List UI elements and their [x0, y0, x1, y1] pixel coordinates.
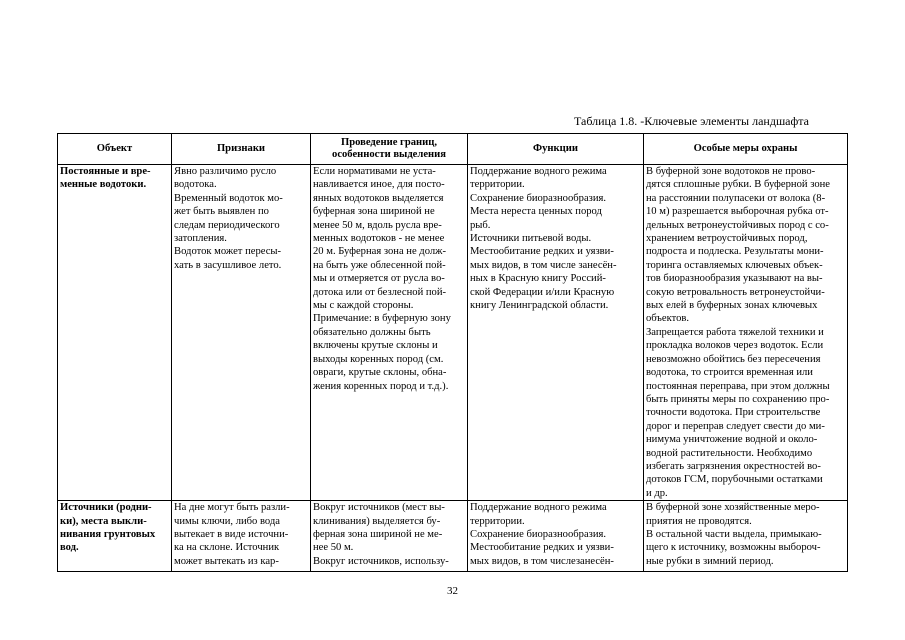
cell-measures — [644, 501, 848, 572]
table-row — [58, 165, 848, 501]
cell-text-line: Водоток может пересы- — [174, 246, 282, 258]
cell-text-line: нивания грунтовых — [60, 528, 156, 540]
cell-object — [58, 165, 172, 501]
cell-text-line: сокую ветровальность ветронеустойчи- — [646, 286, 825, 298]
cell-text-line: Явно различимо русло — [174, 166, 277, 177]
table-header-row — [58, 134, 848, 165]
cell-text-line: жет быть выявлен по — [174, 206, 269, 218]
cell-text-line: дельных ветронеустойчивых пород с со- — [646, 219, 829, 231]
cell-text-line: Постоянные и вре- — [60, 166, 151, 177]
cell-text-line: 20 м. Буферная зона не долж- — [313, 246, 446, 258]
cell-text-line: постоянная переправа, при этом должны — [646, 380, 830, 392]
cell-text-line: мых видов, в том числе занесён- — [470, 259, 617, 271]
cell-text-line: рыб. — [470, 219, 491, 231]
cell-text-line: водотока. — [174, 179, 217, 191]
cell-text-line: ные рубки в зимний период. — [646, 555, 774, 567]
cell-text-line: янных водотоков выделяется — [313, 192, 444, 204]
cell-text-line: точности водотока. При строительстве — [646, 407, 821, 419]
cell-signs — [172, 165, 311, 501]
cell-text-line: невозможно обойтись без пересечения — [646, 353, 821, 365]
landscape-key-elements-table — [57, 133, 848, 572]
cell-text-line: менее 50 м, вдоль русла вре- — [313, 219, 442, 231]
cell-text-line: мых видов, в том числезанесён- — [470, 555, 614, 567]
cell-text-line: В остальной части выдела, примыкаю- — [646, 528, 822, 540]
cell-text-line: дотоков ГСМ, порубочными остатками — [646, 474, 823, 486]
cell-text-line: торинга оставляемых ключевых объек- — [646, 259, 823, 271]
cell-text-line: навливается иное, для посто- — [313, 179, 445, 191]
cell-text-line: жения коренных пород и т.д.). — [313, 380, 449, 392]
cell-text-line: 10 м) разрешается выборочная рубка от- — [646, 206, 829, 218]
cell-text-line: дотока или от безлесной пой- — [313, 286, 447, 298]
cell-text-line: вых елей в буферных зонах ключевых — [646, 300, 818, 312]
table-caption: Таблица 1.8. -Ключевые элементы ландшафта — [573, 114, 809, 128]
cell-text-line: хранением ветроустойчивых пород, — [646, 233, 808, 245]
cell-text-line: Поддержание водного режима — [470, 502, 607, 514]
header-functions: Функции — [468, 134, 644, 165]
cell-text-line: водотока, то строится временная или — [646, 367, 813, 379]
cell-text-line: хать в засушливое лето. — [174, 259, 282, 271]
cell-text-line: Запрещается работа тяжелой техники и — [646, 326, 824, 338]
cell-text-line: вод. — [60, 542, 79, 554]
cell-text-line: водной растительности. Необходимо — [646, 447, 813, 459]
cell-text-line: подроста и подлеска. Результаты мони- — [646, 246, 824, 258]
cell-text-line: включены крутые склоны и — [313, 340, 438, 352]
cell-text-line: избегать загрязнения окрестностей во- — [646, 460, 821, 472]
cell-text-line: на расстоянии полупасеки от волока (8- — [646, 192, 826, 204]
cell-text-line: Местообитание редких и уязви- — [470, 246, 614, 258]
cell-text-line: Вокруг источников, использу- — [313, 555, 449, 567]
cell-boundaries — [311, 501, 468, 572]
cell-text-line: Поддержание водного режима — [470, 166, 607, 177]
cell-text-line: Сохранение биоразнообразия. — [470, 528, 607, 540]
header-object: Объект — [58, 134, 172, 165]
cell-text-line: В буферной зоне хозяйственные меро- — [646, 502, 820, 514]
cell-text-line: быть приняты меры по сохранению про- — [646, 393, 830, 405]
cell-text-line: мы с каждой стороны. — [313, 300, 414, 312]
cell-measures — [644, 165, 848, 501]
cell-text-line: дятся сплошные рубки. В буферной зоне — [646, 179, 830, 191]
cell-text-line: территории. — [470, 179, 525, 191]
cell-text-line: вытекает в виде источни- — [174, 528, 289, 540]
cell-text-line: дорог и переправ следует свести до ми- — [646, 420, 825, 432]
cell-text-line: На дне могут быть разли- — [174, 502, 290, 514]
cell-text-line: на быть уже облесенной пой- — [313, 259, 446, 271]
cell-text-line: Примечание: в буферную зону — [313, 313, 451, 325]
cell-text-line: Временный водоток мо- — [174, 192, 283, 204]
cell-text-line: и др. — [646, 487, 668, 499]
cell-text-line: Местообитание редких и уязви- — [470, 542, 614, 554]
cell-text-line: территории. — [470, 515, 525, 527]
cell-functions — [468, 165, 644, 501]
cell-text-line: овраги, крутые склоны, обна- — [313, 367, 447, 379]
cell-text-line: клинивания) выделяется бу- — [313, 515, 441, 527]
cell-text-line: чимы ключи, либо вода — [174, 515, 281, 527]
cell-text-line: ных в Красную книгу Россий- — [470, 273, 606, 285]
cell-text-line: нимума уничтожение водной и около- — [646, 434, 818, 446]
cell-text-line: Если нормативами не уста- — [313, 166, 436, 177]
cell-text-line: может вытекать из кар- — [174, 555, 279, 567]
header-signs: Признаки — [172, 134, 311, 165]
cell-object — [58, 501, 172, 572]
header-measures: Особые меры охраны — [644, 134, 848, 165]
cell-text-line: затопления. — [174, 233, 227, 245]
cell-text-line: ки), места выкли- — [60, 515, 147, 527]
cell-text-line: Сохранение биоразнообразия. — [470, 192, 607, 204]
cell-text-line: Вокруг источников (мест вы- — [313, 502, 445, 514]
cell-text-line: Места нереста ценных пород — [470, 206, 602, 218]
cell-text-line: Источники питьевой воды. — [470, 233, 592, 245]
cell-text-line: выходы коренных пород (см. — [313, 353, 444, 365]
cell-signs — [172, 501, 311, 572]
cell-text-line: приятия не проводятся. — [646, 515, 752, 527]
cell-text-line: В буферной зоне водотоков не прово- — [646, 166, 816, 177]
cell-text-line: Источники (родни- — [60, 502, 152, 514]
cell-text-line: менные водотоки. — [60, 179, 147, 191]
page-number: 32 — [447, 585, 458, 597]
cell-text-line: ской Федерации и/или Красную — [470, 286, 615, 298]
cell-text-line: буферная зона шириной не — [313, 206, 435, 218]
cell-text-line: обязательно должны быть — [313, 326, 431, 338]
cell-text-line: объектов. — [646, 313, 690, 325]
cell-text-line: менных водотоков - не менее — [313, 233, 445, 245]
cell-text-line: ферная зона шириной не ме- — [313, 528, 443, 540]
cell-boundaries — [311, 165, 468, 501]
cell-text-line: прокладка волоков через водоток. Если — [646, 340, 824, 352]
cell-text-line: ка на склоне. Источник — [174, 542, 280, 554]
cell-text-line: щего к источнику, возможны выбороч- — [646, 542, 821, 554]
cell-text-line: нее 50 м. — [313, 542, 354, 554]
cell-text-line: следам периодического — [174, 219, 280, 231]
table-row — [58, 501, 848, 572]
header-boundaries: Проведение границ, особенности выделения — [311, 134, 468, 165]
cell-text-line: книгу Ленинградской области. — [470, 300, 609, 312]
cell-text-line: тов биоразнообразия указывают на вы- — [646, 273, 823, 285]
cell-text-line: мы и отмеряется от русла во- — [313, 273, 445, 285]
cell-functions — [468, 501, 644, 572]
